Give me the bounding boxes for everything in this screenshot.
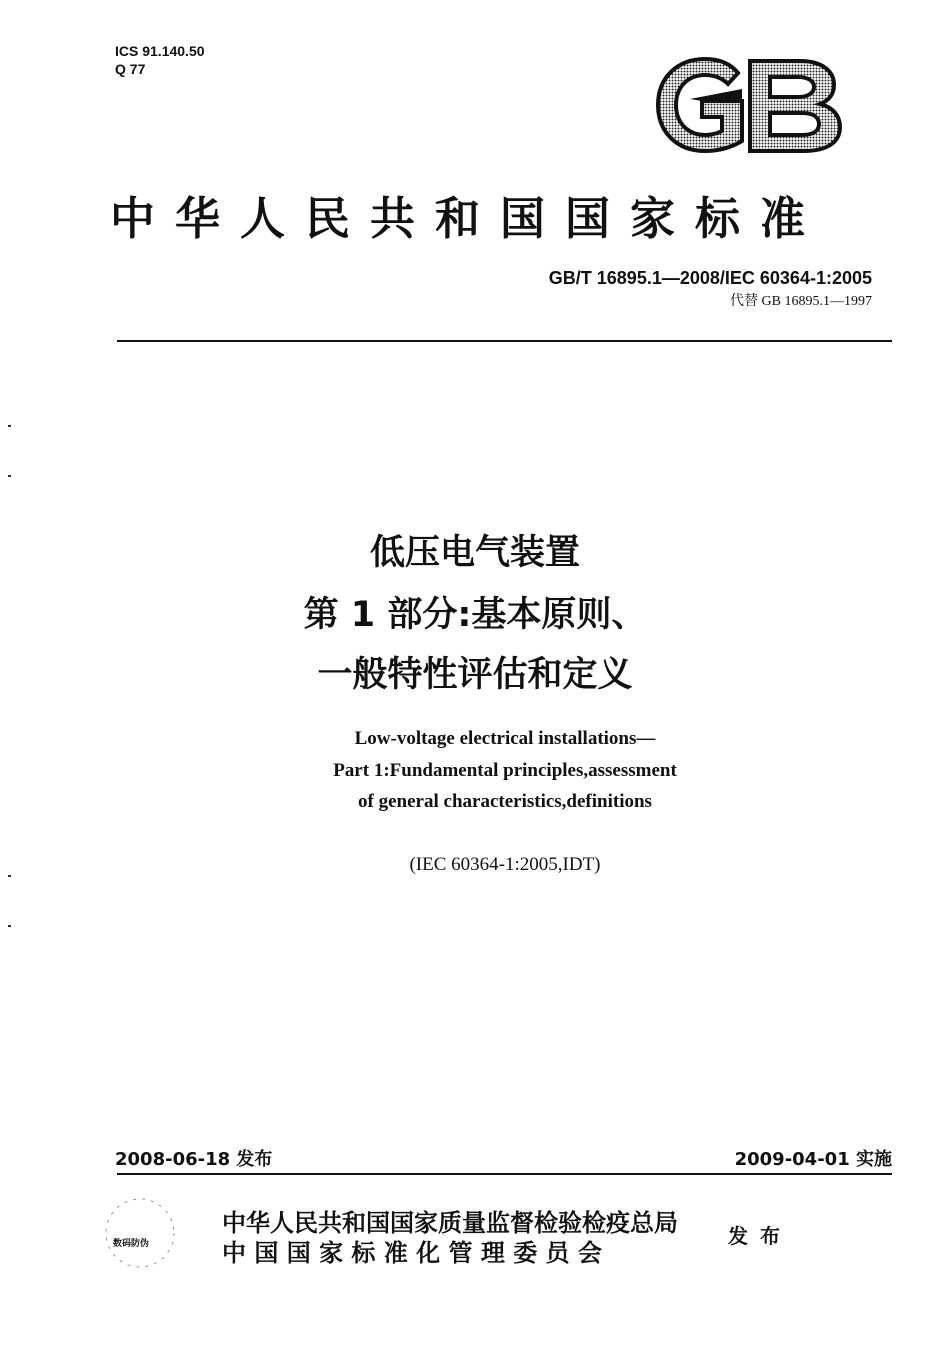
- national-standard-title: 中华人民共和国国家标准: [110, 192, 826, 245]
- classification-codes: [115, 42, 205, 78]
- en-title-line1: Low-voltage electrical installations—: [354, 728, 656, 749]
- standard-number: GB/T 16895.1—2008/IEC 60364-1:2005: [548, 268, 872, 288]
- scan-mark: [8, 475, 11, 477]
- footer-divider: [117, 1173, 892, 1175]
- cn-title-line2: 第 1 部分:基本原则、: [303, 595, 647, 635]
- scan-mark: [8, 425, 11, 427]
- issue-date: 2008-06-18 发布: [115, 1149, 273, 1170]
- issuing-org-2: 中 国 国 家 标 准 化 管 理 委 员 会: [222, 1238, 602, 1267]
- issuing-org-1: 中华人民共和国国家质量监督检验检疫总局: [222, 1208, 678, 1237]
- gb-logo: [650, 55, 845, 155]
- ics-code: ICS 91.140.50: [115, 43, 205, 59]
- identity-statement: (IEC 60364-1:2005,IDT): [409, 854, 601, 875]
- ccs-code: Q 77: [115, 61, 146, 77]
- publish-label: 发布: [728, 1224, 792, 1248]
- header-divider: [117, 340, 892, 342]
- cn-title-line3: 一般特性评估和定义: [317, 655, 633, 695]
- anti-counterfeit-seal: [100, 1188, 180, 1268]
- en-title-line3: of general characteristics,definitions: [358, 791, 652, 812]
- en-title-line2: Part 1:Fundamental principles,assessment: [333, 760, 677, 781]
- seal-label: 数码防伪: [113, 1239, 150, 1249]
- implement-date: 2009-04-01 实施: [734, 1149, 892, 1170]
- scan-mark: [8, 925, 11, 927]
- replaces-standard: 代替 GB 16895.1—1997: [730, 294, 872, 309]
- cn-title-line1: 低压电气装置: [369, 533, 580, 573]
